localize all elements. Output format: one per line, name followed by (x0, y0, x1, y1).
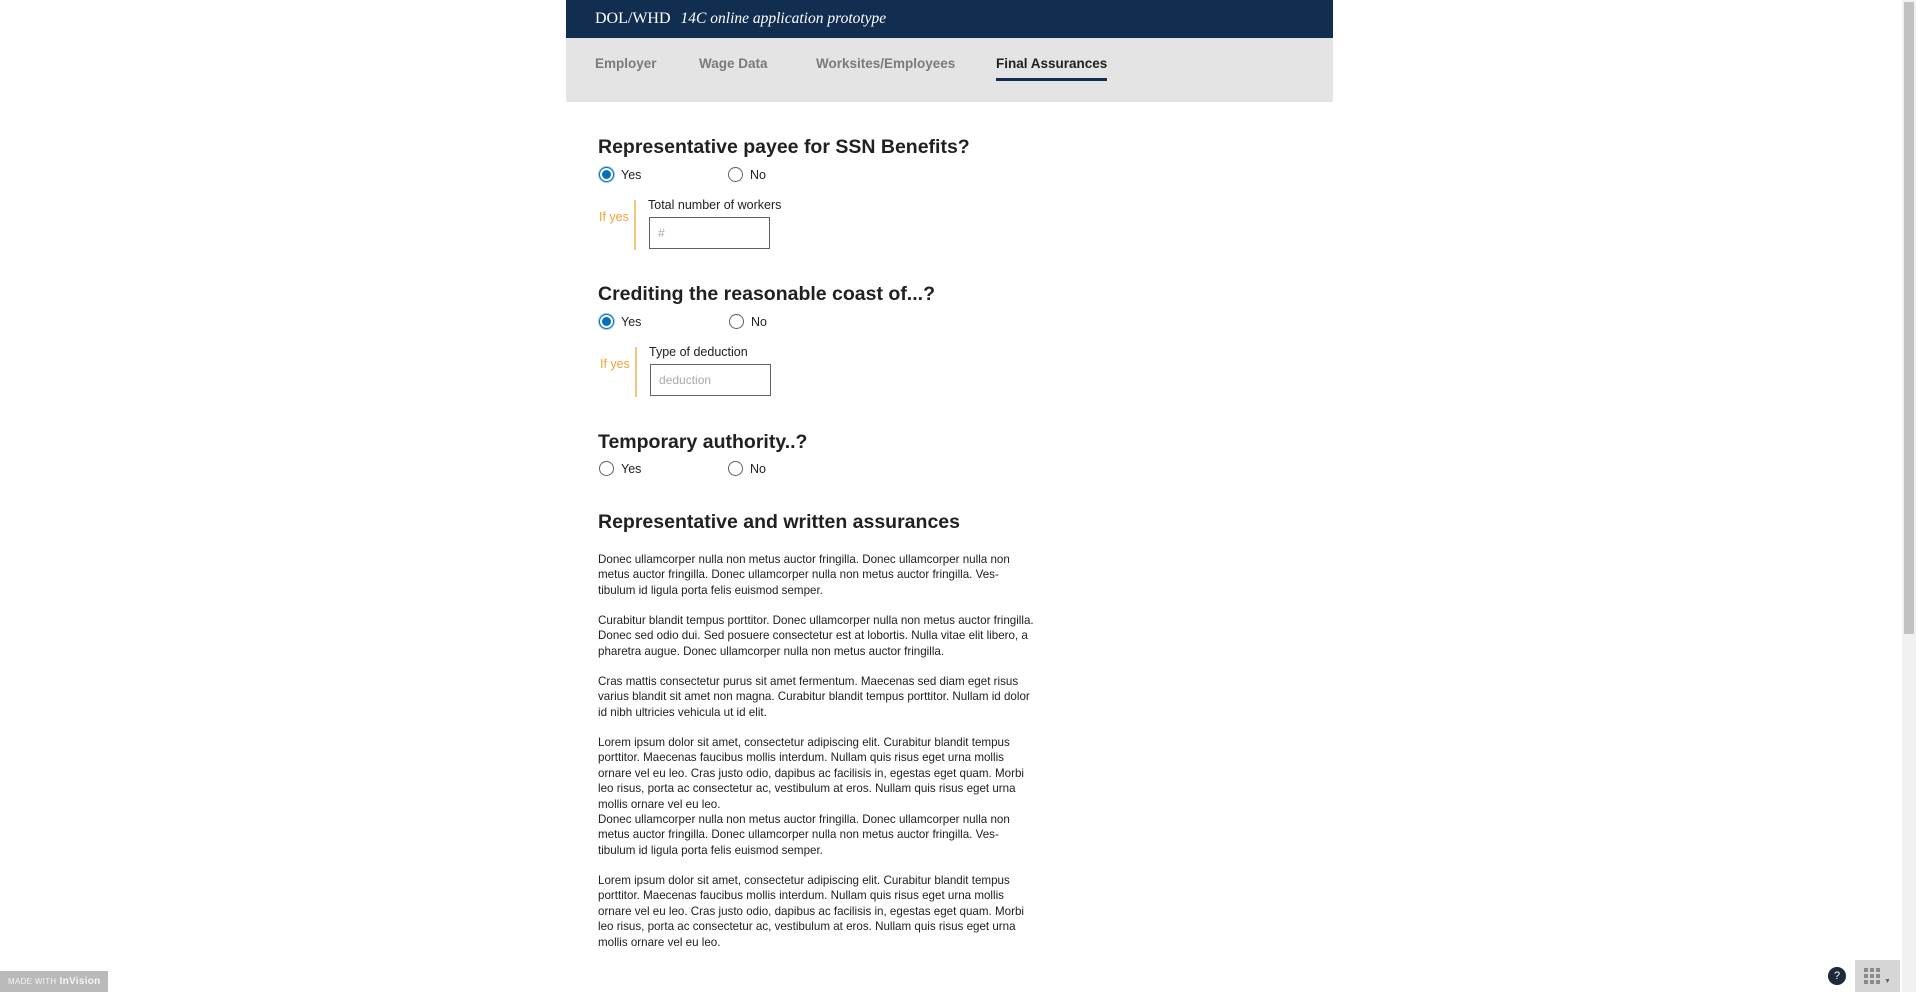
assurance-paragraph: Lorem ipsum dolor sit amet, consectetur adipiscing elit. Curabitur blandit tempus porttitor. Maecenas faucibus mollis interdum. Nullam quis risus eget urna mollis ornare vel eu leo. Cras justo odio, dapibus ac facilisis in, egestas eget quam. Morbi leo risus, porta ac consectetur ac, vestibulum at eros. Nullam quis risus eget urna mollis ornare vel eu leo. (598, 736, 1024, 811)
assurance-paragraph: Donec ullamcorper nulla non metus auctor fringilla. Donec ullamcorper nulla non metus auctor fringilla. Donec ullamcorper nulla non metus auctor fringilla. Ves-tibulum id ligula porta felis euismod semper. (598, 553, 1010, 597)
vertical-scrollbar[interactable] (1902, 0, 1916, 992)
assurance-paragraph: Donec ullamcorper nulla non metus auctor fringilla. Donec ullamcorper nulla non metus auctor fringilla. Donec ullamcorper nulla non metus auctor fringilla. Ves-tibulum id ligula porta felis euismod semper. (598, 813, 1010, 857)
tab-wage-data[interactable]: Wage Data (699, 56, 768, 71)
grid-menu-button[interactable] (1855, 960, 1900, 992)
question-ssn-benefits-heading: Representative payee for SSN Benefits? (598, 136, 970, 158)
total-workers-input[interactable] (649, 217, 770, 249)
reasonable-cost-no-radio[interactable] (729, 314, 767, 329)
radio-button-icon (729, 314, 744, 329)
tab-employer[interactable]: Employer (595, 56, 657, 71)
deduction-type-label: Type of deduction (649, 345, 748, 359)
total-workers-label: Total number of workers (648, 198, 782, 212)
tab-worksites-employees[interactable]: Worksites/Employees (816, 56, 956, 71)
scrollbar-thumb[interactable] (1904, 2, 1914, 634)
ssn-benefits-yes-radio[interactable] (599, 167, 641, 182)
radio-label: Yes (621, 167, 642, 182)
app-subtitle: 14C online application prototype (680, 10, 887, 27)
radio-label: No (750, 167, 766, 182)
caret-down-icon: ▼ (1884, 977, 1891, 985)
radio-button-icon (728, 461, 743, 476)
question-temporary-authority-heading: Temporary authority..? (598, 431, 808, 453)
radio-button-icon (599, 314, 614, 329)
help-button[interactable] (1828, 967, 1846, 985)
tab-bar (566, 38, 1333, 102)
if-yes-label: If yes (599, 210, 629, 224)
invision-logo: InVision (59, 976, 101, 987)
if-yes-label: If yes (600, 357, 630, 371)
app-header (566, 0, 1333, 38)
tab-final-assurances[interactable]: Final Assurances (996, 56, 1107, 81)
if-yes-divider (635, 347, 637, 397)
radio-button-icon (599, 461, 614, 476)
assurance-paragraph: Cras mattis consectetur purus sit amet fermentum. Maecenas sed diam eget risus varius blandit sit amet non magna. Curabitur blandit tempus porttitor. Nullam id dolor id nibh ultricies vehicula ut id elit. (598, 675, 1030, 719)
question-reasonable-cost-heading: Crediting the reasonable coast of...? (598, 283, 935, 305)
radio-label: No (751, 314, 767, 329)
grid-menu-icon (1864, 968, 1880, 984)
temporary-authority-yes-radio[interactable] (599, 461, 641, 476)
badge-text: MADE WITH (8, 977, 57, 986)
question-mark-icon: ? (1833, 970, 1841, 982)
deduction-type-input[interactable] (650, 364, 771, 396)
reasonable-cost-yes-radio[interactable] (599, 314, 641, 329)
if-yes-divider (634, 200, 636, 250)
radio-button-icon (728, 167, 743, 182)
brand-title: DOL/WHD (595, 10, 671, 27)
made-with-invision-badge[interactable] (0, 971, 108, 992)
ssn-benefits-no-radio[interactable] (728, 167, 766, 182)
assurance-paragraph: Lorem ipsum dolor sit amet, consectetur adipiscing elit. Curabitur blandit tempus porttitor. Maecenas faucibus mollis interdum. Nullam quis risus eget urna mollis ornare vel eu leo. Cras justo odio, dapibus ac facilisis in, egestas eget quam. Morbi leo risus, porta ac consectetur ac, vestibulum at eros. Nullam quis risus eget urna mollis ornare vel eu leo. (598, 874, 1024, 949)
radio-label: Yes (621, 461, 642, 476)
assurance-paragraph: Curabitur blandit tempus porttitor. Donec ullamcorper nulla non metus auctor fringilla. Donec sed odio dui. Sed posuere consectetur est at lobortis. Nulla vitae elit libero, a pharetra augue. Donec ullamcorper nulla non metus auctor fringilla. (598, 614, 1034, 658)
assurances-heading: Representative and written assurances (598, 511, 960, 533)
radio-label: No (750, 461, 766, 476)
temporary-authority-no-radio[interactable] (728, 461, 766, 476)
radio-label: Yes (621, 314, 642, 329)
radio-button-icon (599, 167, 614, 182)
